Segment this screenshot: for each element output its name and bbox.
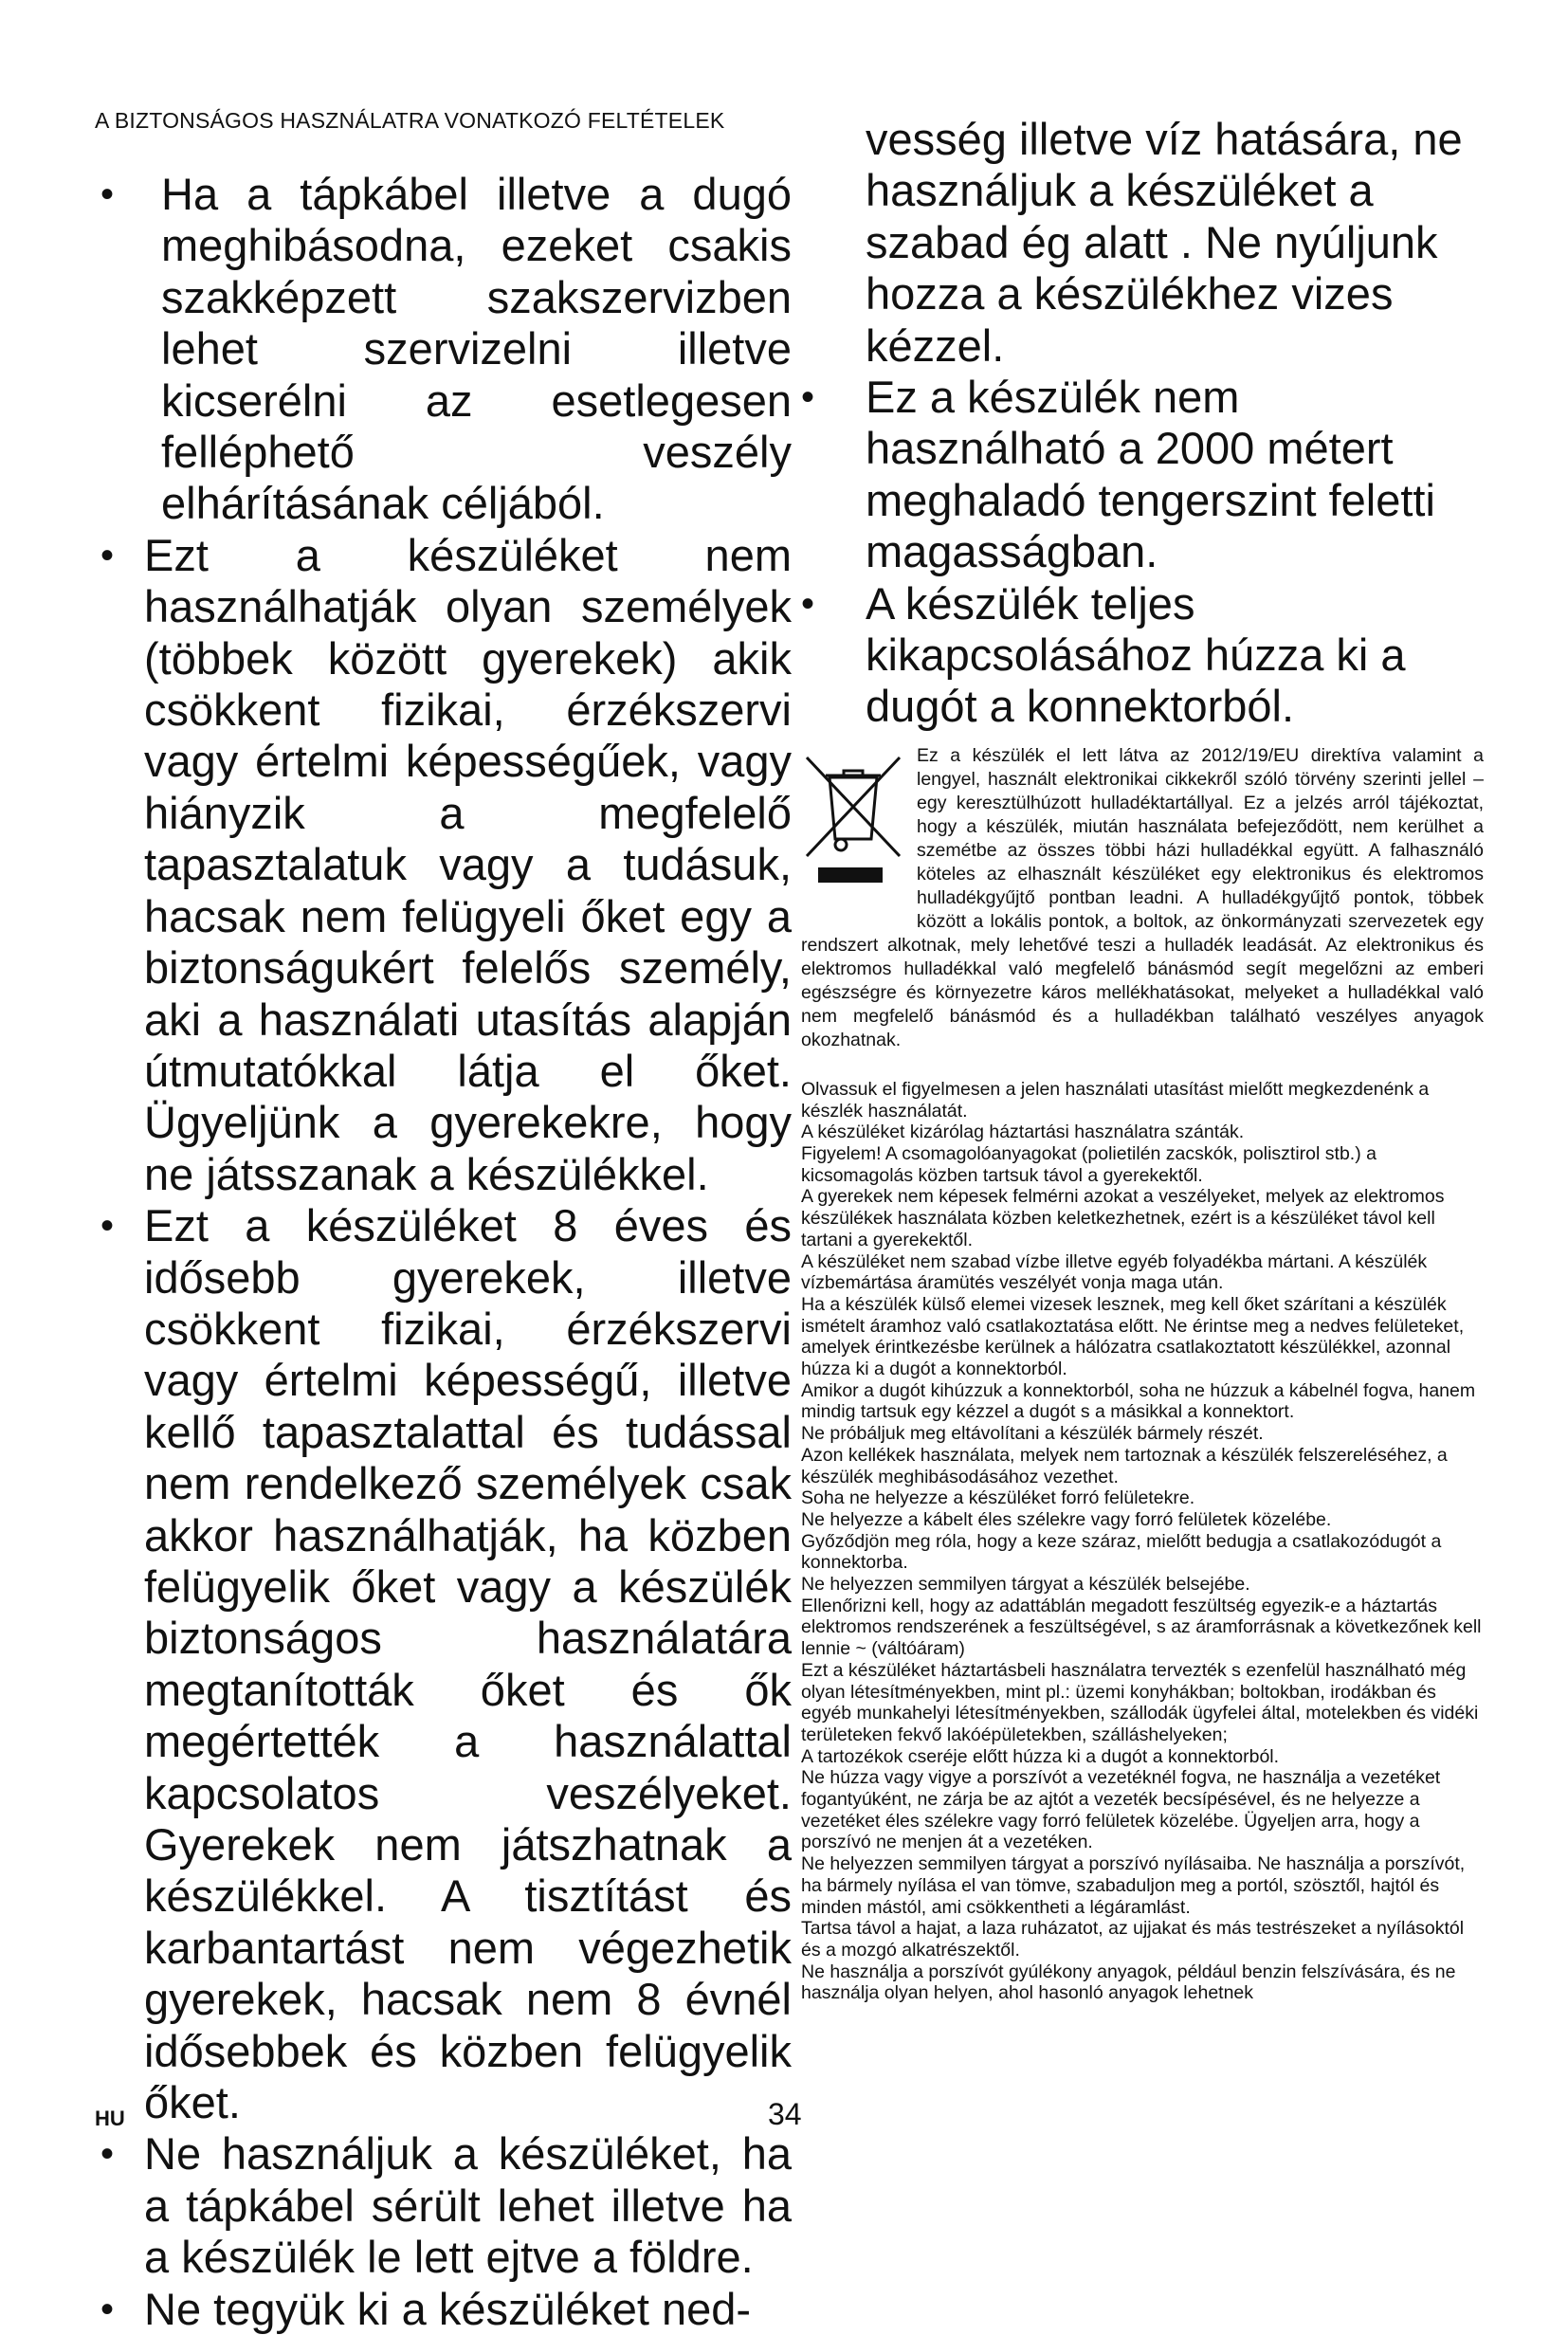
note-paragraph: Ezt a készüléket háztartásbeli használatra tervezték s ezenfelül használható még olyan létesítményekben, mint pl.: üzemi konyhákban; boltokban, irodákban és egyéb munkahelyi létesítményekben, szállodák ügyfelei által, motelekben és vidéki területeken fekvő lakóépületekben, szálláshelyeken; [801,1659,1479,1745]
note-paragraph: A gyerekek nem képesek felmérni azokat a veszélyeket, melyek az elektromos készülékek használata közben keletkezhetnek, ezért is a készüléket távol kell tartani a gyerekektől. [801,1186,1445,1250]
bullet-item [95,169,792,530]
note-paragraph: Tartsa távol a hajat, a laza ruházatot, az ujjakat és más testrészeket a nyílásoktól és a mozgó alkatrészektől. [801,1918,1465,1961]
right-column [801,114,1484,2004]
bin-svg [801,744,905,863]
note-paragraph: Ha a készülék külső elemei vizesek lesznek, meg kell őket szárítani a készülék ismételt áramhoz való csatlakoztatása előtt. Ne érintse meg a nedves felületeket, amelyek érintkezésbe kerülnek a hálózatra csatlakoztatott készülékkel, azonnal húzza ki a dugót a konnektorból. [801,1293,1465,1380]
note-paragraph: A készüléket nem szabad vízbe illetve egyéb folyadékba mártani. A készülék vízbemártása áramütés veszélyét vonja maga után. [801,1250,1428,1294]
bullet-glyph: • [801,376,815,419]
note-paragraph: Figyelem! A csomagolóanyagokat (polietilén zacskók, polisztirol stb.) a kicsomagolás közben tartsuk távol a gyerekektől. [801,1142,1377,1186]
weee-bar [818,867,883,883]
bullet-text: Ezt a készüléket 8 éves és idősebb gyerekek, illetve csökkent fizikai, érzékszervi vagy értelmi képességű, illetve kellő tapasztalattal és tudással nem rendelkező személyek csak akkor használhatják, ha közben felügyelik őket vagy a készülék biztonságos használatára megtanították őket és ők megértették a használattal kapcsolatos veszélyeket. Gyerekek nem játszhatnak a készülékkel. A tisztítást és karbantartást nem végezhetik gyerekek, hacsak nem 8 évnél idősebbek és közben felügyelik őket. [144,1200,792,2128]
language-code: HU [95,2107,125,2130]
note-paragraph: Ne helyezzen semmilyen tárgyat a készülék belsejébe. [801,1574,1250,1596]
note-paragraph: Ne használja a porszívót gyúlékony anyagok, például benzin felszívására, és ne használja olyan helyen, ahol hasonló anyagok lehetnek [801,1961,1456,2004]
bullet-glyph: • [100,1205,115,1248]
bullet-item [95,2128,792,2283]
bullet-item [95,530,792,1200]
bullet-item [801,578,1484,733]
bullet-glyph: • [100,2133,115,2176]
weee-text: Ez a készülék el lett látva az 2012/19/EU direktíva valamint a lengyel, használt elektronikai cikkekről szóló törvény szerinti jellel – egy keresztülhúzott hulladéktartállyal. Ez a jelzés arról tájékoztat, hogy a készülék, miután használata befejeződött, nem kerülhet a szemétbe az összes többi házi hulladékkal együtt. A falhasználó köteles az elhasznált készüléket egy elektronikus és elektromos hulladékgyűjtő pontban leadni. A hulladékgyűjtő pontok, többek között a lokális pontok, a boltok, az önkormányzati szervezetek egy rendszert alkotnak, mely lehetővé teszi a hulladék leadását. Az elektronikus és elektromos hulladékkal való megfelelő bánásmód segít megelőzni az emberi egészségre és környezetre káros mellékhatásokat, melyeket a hulladékkal való nem megfelelő bánásmód és a hulladékban található veszélyes anyagok okozhatnak. [801,744,1484,1050]
bullet-text: Ezt a készüléket nem használhatják olyan személyek (többek között gyerekek) akik csökkent fizikai, érzékszervi vagy értelmi képességűek, vagy hiányzik a megfelelő tapasztalatuk vagy a tudásuk, hacsak nem felügyeli őket egy a biztonságukért felelős személy, aki a használati utasítás alapján útmutatókkal látja el őket. Ügyeljünk a gyerekekre, hogy ne játsszanak a készülékkel. [144,529,792,1199]
left-column [95,169,792,2335]
page-number: 34 [768,2097,802,2131]
note-paragraph: Ne húzza vagy vigye a porszívót a vezetéknél fogva, ne használja a vezetéket fogantyúként, ne zárja be az ajtót a vezeték becsípésével, és ne helyezze a vezetéket éles szélekre vagy forró felületek közelébe. Ügyeljen arra, hogy a porszívó ne menjen át a vezetéken. [801,1767,1441,1853]
note-paragraph: Ne próbáljuk meg eltávolítani a készülék bármely részét. [801,1423,1264,1445]
bullet-text: Ne használjuk a készüléket, ha a tápkábel sérült lehet illetve ha a készülék le lett ejtve a földre. [144,2128,792,2283]
bullet-glyph: • [801,582,815,625]
bullet-glyph: • [100,2288,115,2330]
note-paragraph: Amikor a dugót kihúzzuk a konnektorból, soha ne húzzuk a kábelnél fogva, hanem mindig tartsuk egy kézzel a dugót s a másikkal a konnektort. [801,1379,1476,1423]
safety-notes [801,1079,1484,2004]
note-paragraph: Ellenőrizni kell, hogy az adattáblán megadott feszültség egyezik-e a háztartás elektromos rendszerének a feszültségével, s az áramforrásnak a következőnek kell lennie ~ (váltóáram) [801,1595,1482,1660]
bullet-glyph: • [100,173,115,215]
note-paragraph: Ne helyezzen semmilyen tárgyat a porszívó nyílásaiba. Ne használja a porszívót, ha bármely nyílása el van tömve, szabaduljon meg a portól, szösztől, hajtól és minden mástól, ami csökkentheti a légáramlást. [801,1853,1466,1918]
note-paragraph: Soha ne helyezze a készüléket forró felületekre. [801,1487,1195,1509]
continued-text: vesség illetve víz hatására, ne használjuk a készüléket a szabad ég alatt . Ne nyúljunk hozza a készülékhez vizes kézzel. [866,114,1463,371]
bullet-glyph: • [100,534,115,576]
bullet-text: Ne tegyük ki a készüléket ned- [144,2283,752,2334]
note-paragraph: Azon kellékek használata, melyek nem tartoznak a készülék felszereléséhez, a készülék meghibásodásához vezethet. [801,1444,1448,1487]
bullet-text: Ez a készülék nem használható a 2000 métert meghaladó tengerszint feletti magasságban. [866,372,1435,577]
bullet-item [801,372,1484,578]
note-paragraph: A tartozékok cseréje előtt húzza ki a dugót a konnektorból. [801,1745,1280,1767]
note-paragraph: Olvassuk el figyelmesen a jelen használati utasítást mielőtt megkezdenénk a készlék használatát. [801,1078,1430,1122]
crossed-out-wheelie-bin-icon [801,744,905,915]
bullet-item [95,2284,792,2335]
page-header: A BIZTONSÁGOS HASZNÁLATRA VONATKOZÓ FELTÉTELEK [95,108,725,133]
bullet-text: Ha a tápkábel illetve a dugó meghibásodna, ezeket csakis szakképzett szakszervizben lehet szervizelni illetve kicserélni az esetlegesen felléphető veszély elhárításának céljából. [161,169,792,529]
note-paragraph: Ne helyezze a kábelt éles szélekre vagy forró felületek közelébe. [801,1508,1332,1530]
note-paragraph: Győződjön meg róla, hogy a keze száraz, mielőtt bedugja a csatlakozódugót a konnektorba. [801,1530,1442,1574]
note-paragraph: A készüléket kizárólag háztartási használatra szánták. [801,1122,1245,1143]
weee-notice [801,744,1484,1052]
bullet-text: A készülék teljes kikapcsolásához húzza ki a dugót a konnektorból. [866,577,1406,732]
bullet-item [95,1200,792,2128]
